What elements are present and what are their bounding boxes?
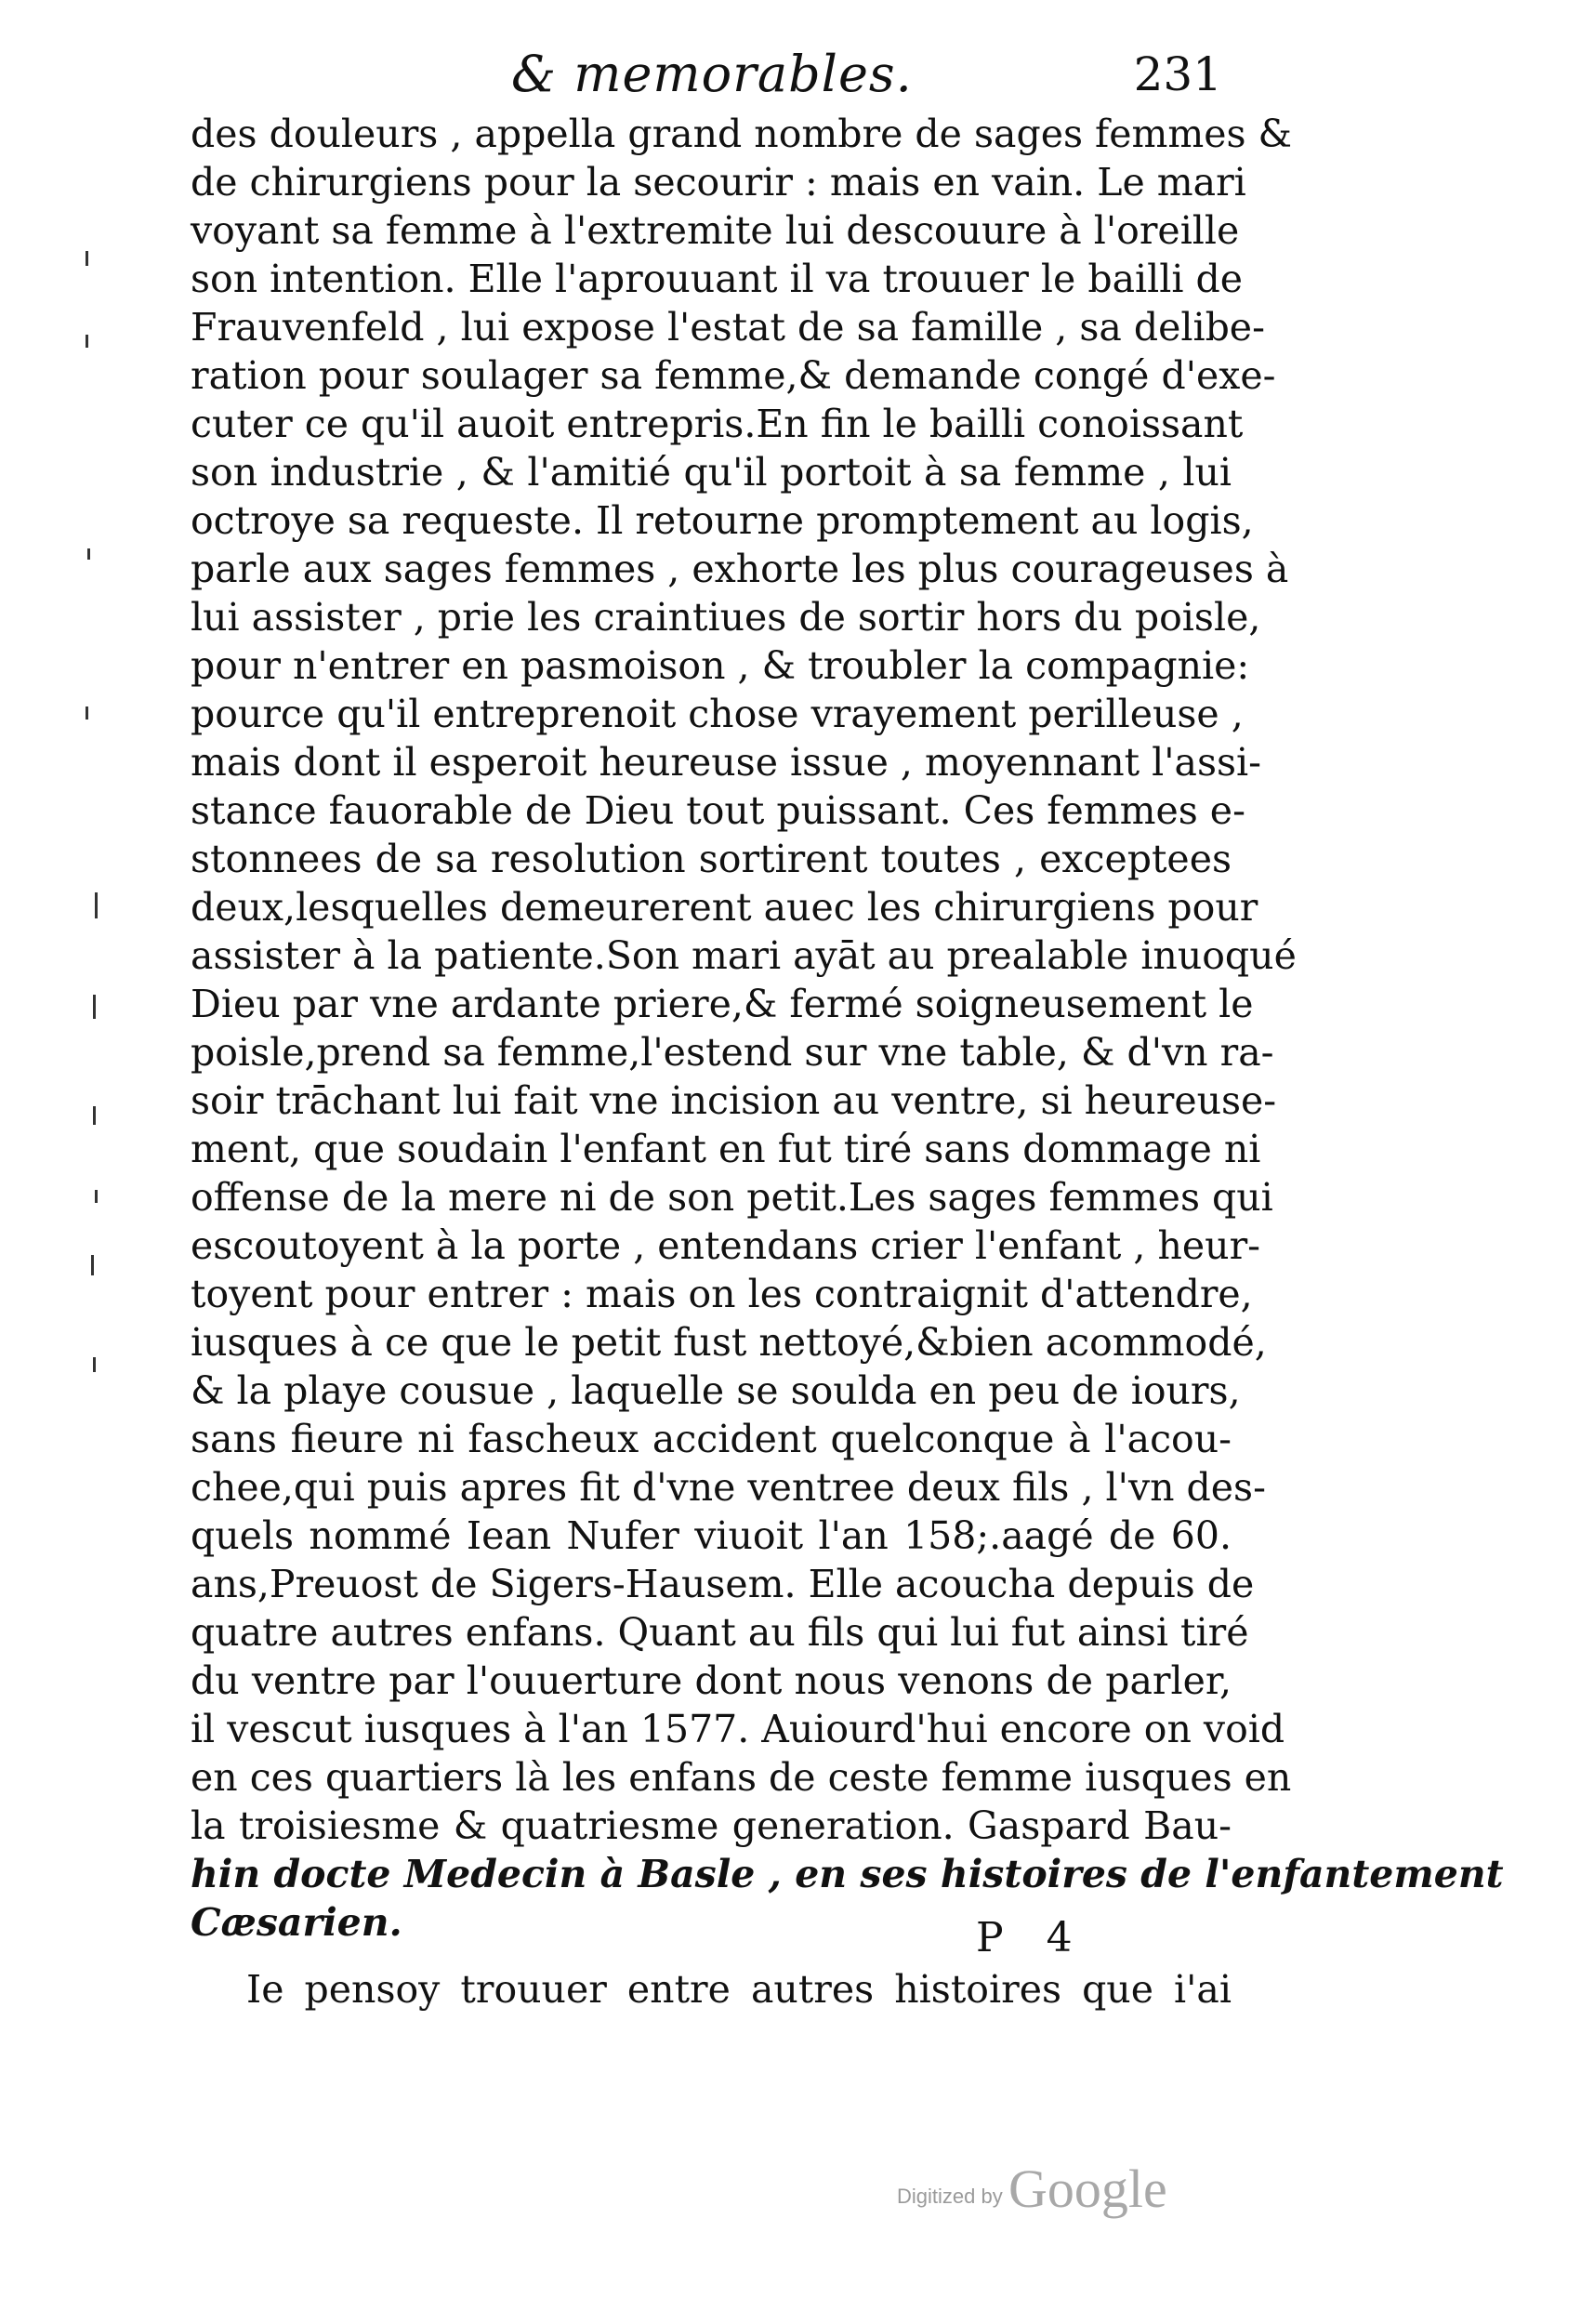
text-line: la troisiesme & quatriesme generation. Gaspard Bau- [191,1803,1232,1848]
text-line: du ventre par l'ouuerture dont nous venons de parler, [191,1658,1232,1703]
text-line: pour n'entrer en pasmoison , & troubler la compagnie: [191,643,1250,688]
digitized-watermark [897,2157,1194,2222]
margin-tick [93,1106,96,1125]
text-line: ment, que soudain l'enfant en fut tiré sans dommage ni [191,1127,1261,1171]
text-line: son intention. Elle l'aprouuant il va trouuer le bailli de [191,257,1244,301]
text-line: stance fauorable de Dieu tout puissant. Ces femmes e- [191,788,1245,833]
text-line: des douleurs , appella grand nombre de sages femmes & [191,112,1293,156]
text-line: toyent pour entrer : mais on les contraignit d'attendre, [191,1272,1253,1316]
text-line: & la playe cousue , laquelle se soulda en peu de iours, [191,1368,1241,1413]
text-line: soir trāchant lui fait vne incision au ventre, si heureuse- [191,1078,1277,1123]
text-line: chee,qui puis apres fit d'vne ventree deux fils , l'vn des- [191,1465,1266,1510]
paragraph-start-line: Ie pensoy trouuer entre autres histoires que i'ai [246,1967,1232,2012]
margin-tick [95,1190,98,1203]
text-line: lui assister , prie les craintiues de sortir hors du poisle, [191,595,1261,640]
text-line: voyant sa femme à l'extremite lui descouure à l'oreille [191,208,1240,253]
text-line: parle aux sages femmes , exhorte les plus courageuses à [191,547,1289,591]
text-line: pource qu'il entreprenoit chose vrayement perilleuse , [191,692,1244,736]
text-line: mais dont il esperoit heureuse issue , moyennant l'assi- [191,740,1262,785]
text-line: iusques à ce que le petit fust nettoyé,&bien acommodé, [191,1320,1267,1365]
text-line: octroye sa requeste. Il retourne promptement au logis, [191,498,1254,543]
running-title: & memorables. [511,45,913,103]
text-line: sans fieure ni fascheux accident quelconque à l'acou- [191,1417,1232,1461]
citation-line: hin docte Medecin à Basle , en ses histoires de l'enfantement [191,1852,1504,1896]
text-line: deux,lesquelles demeurerent auec les chirurgiens pour [191,885,1258,930]
text-line: ans,Preuost de Sigers-Hausem. Elle acoucha depuis de [191,1562,1255,1606]
text-line: il vescut iusques à l'an 1577. Auiourd'hui encore on void [191,1707,1285,1751]
text-line: cuter ce qu'il auoit entrepris.En fin le bailli conoissant [191,402,1244,446]
signature-mark: P 4 [976,1914,1087,1961]
text-line: assister à la patiente.Son mari ayāt au prealable inuoqué [191,933,1297,978]
google-logo: Google [1008,2159,1167,2219]
text-line: poisle,prend sa femme,l'estend sur vne table, & d'vn ra- [191,1030,1274,1075]
page-number: 231 [1133,47,1222,101]
citation-line: Cæsarien. [191,1900,402,1945]
text-line: quels nommé Iean Nufer viuoit l'an 158;.aagé de 60. [191,1513,1232,1558]
margin-tick [87,548,90,560]
margin-tick [91,1255,94,1275]
margin-tick [93,1357,96,1372]
body-text [191,110,1504,2014]
text-line: Dieu par vne ardante priere,& fermé soigneusement le [191,982,1254,1026]
text-line: stonnees de sa resolution sortirent toutes , exceptees [191,837,1232,881]
margin-tick [95,892,98,918]
text-line: escoutoyent à la porte , entendans crier l'enfant , heur- [191,1223,1261,1268]
digitized-by-label: Digitized by [897,2185,1003,2208]
margin-tick [86,251,88,266]
text-line: de chirurgiens pour la secourir : mais en vain. Le mari [191,160,1246,205]
text-line: ration pour soulager sa femme,& demande congé d'exe- [191,353,1276,398]
text-line: son industrie , & l'amitié qu'il portoit à sa femme , lui [191,450,1232,495]
text-line: Frauvenfeld , lui expose l'estat de sa famille , sa delibe- [191,305,1265,350]
text-line: quatre autres enfans. Quant au fils qui lui fut ainsi tiré [191,1610,1249,1655]
text-line: offense de la mere ni de son petit.Les sages femmes qui [191,1175,1273,1220]
page-header [191,37,1222,112]
margin-tick [86,335,88,348]
margin-tick [86,706,88,720]
text-line: en ces quartiers là les enfans de ceste femme iusques en [191,1755,1292,1800]
margin-tick [93,995,96,1019]
